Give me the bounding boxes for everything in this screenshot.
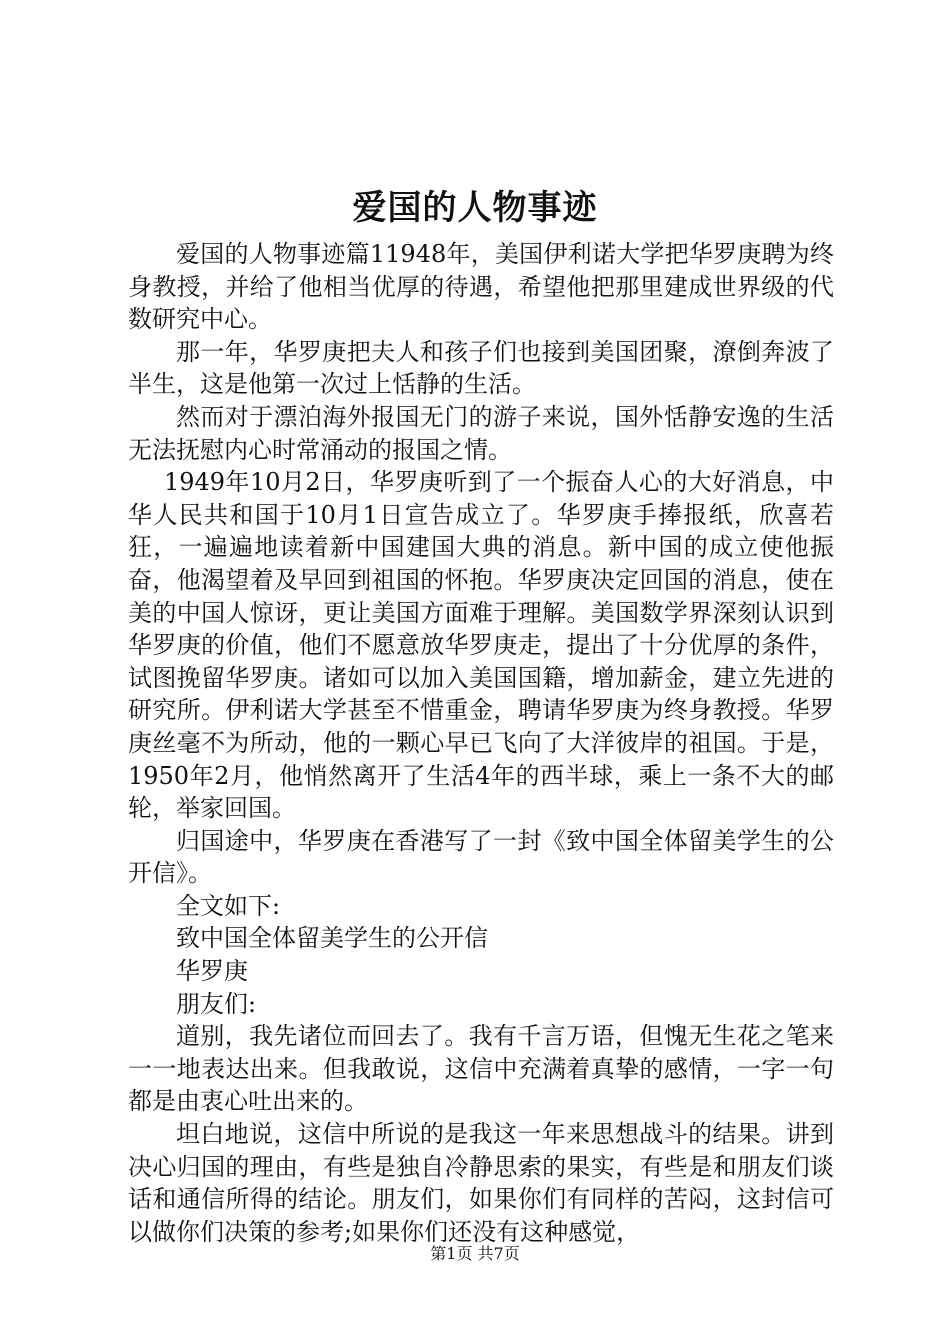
page-footer: 第1页 共7页	[430, 1244, 520, 1263]
paragraph-letter-title: 致中国全体留美学生的公开信	[176, 924, 488, 953]
paragraph-reasons: 坦白地说，这信中所说的是我这一年来思想战斗的结果。讲到决心归国的理由，有些是独自冷静思索的果实，有些是和朋友们谈话和通信所得的结论。朋友们，如果你们有同样的苦闷，这封信可以做你们决策的参考;如果你们还没有这种感觉，	[128, 1120, 834, 1246]
paragraph-letter-author: 华罗庚	[176, 957, 248, 986]
paragraph-full-text-label: 全文如下:	[176, 891, 281, 920]
paragraph-salutation: 朋友们:	[176, 989, 257, 1018]
paragraph-return-decision: 1949年10月2日，华罗庚听到了一个振奋人心的大好消息，中华人民共和国于10月1日宣告成立了。华罗庚手捧报纸，欣喜若狂，一遍遍地读着新中国建国大典的消息。新中国的成立使他振奋，他渴望着及早回到祖国的怀抱。华罗庚决定回国的消息，使在美的中国人惊讶，更让美国方面难于理解。美国数学界深刻认识到华罗庚的价值，他们不愿意放华罗庚走，提出了十分优厚的条件，试图挽留华罗庚。诸如可以加入美国国籍，增加薪金，建立先进的研究所。伊利诺大学甚至不惜重金，聘请华罗庚为终身教授。华罗庚丝毫不为所动，他的一颗心早已飞向了大洋彼岸的祖国。于是，1950年2月，他悄然离开了生活4年的西半球，乘上一条不大的邮轮，举家回国。	[128, 468, 834, 823]
paragraph-intro: 爱国的人物事迹篇11948年，美国伊利诺大学把华罗庚聘为终身教授，并给了他相当优厚的待遇，希望他把那里建成世界级的代数研究中心。	[128, 240, 834, 334]
paragraph-homesick: 然而对于漂泊海外报国无门的游子来说，国外恬静安逸的生活无法抚慰内心时常涌动的报国之情。	[128, 402, 834, 464]
document-title: 爱国的人物事迹	[352, 188, 598, 228]
paragraph-farewell: 道别，我先诸位而回去了。我有千言万语，但愧无生花之笔来一一地表达出来。但我敢说，这信中充满着真挚的感情，一字一句都是由衷心吐出来的。	[128, 1022, 834, 1116]
paragraph-open-letter: 归国途中，华罗庚在香港写了一封《致中国全体留美学生的公开信》。	[128, 826, 834, 888]
document-body	[128, 238, 834, 1248]
paragraph-family: 那一年，华罗庚把夫人和孩子们也接到美国团聚，潦倒奔波了半生，这是他第一次过上恬静的生活。	[128, 337, 834, 399]
